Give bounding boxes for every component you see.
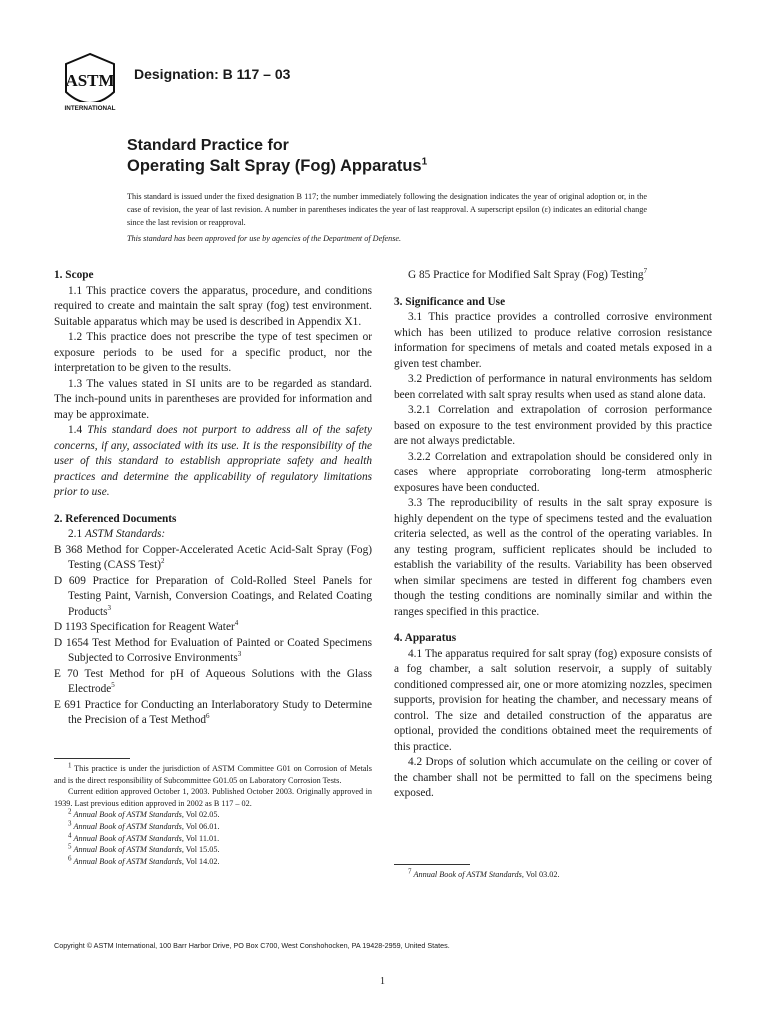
footnote-rule xyxy=(54,758,130,759)
para-1-2: 1.2 This practice does not prescribe the type of test specimen or exposure periods to be used for a specific product, nor the interpretation to be given to the results. xyxy=(54,331,372,374)
reference-item-g85: G 85 Practice for Modified Salt Spray (Fog) Testing$^7$ xyxy=(408,267,648,281)
para-1-3: 1.3 The values stated in SI units are to be regarded as standard. The inch-pound units in parentheses are provided for information and may be approximate. xyxy=(54,377,372,421)
approval-note: This standard has been approved for use by agencies of the Department of Defense. xyxy=(127,234,402,243)
footnote-rule xyxy=(394,864,470,865)
footnote-1: $^1$ This practice is under the jurisdiction of ASTM Committee G01 on Corrosion of Metals and is the direct responsibility of Subcommittee G01.05 on Laboratory Corrosion Tests. xyxy=(54,761,372,785)
heading-referenced-documents: 2. Referenced Documents xyxy=(54,512,177,525)
reference-item: E 70 Test Method for pH of Aqueous Solutions with the Glass Electrode$^5$ xyxy=(54,667,372,695)
para-2-1: 2.1 ASTM Standards: xyxy=(68,528,166,540)
footnotes-right xyxy=(394,864,712,881)
para-3-2-1: 3.2.1 Correlation and extrapolation of corrosion performance based on exposure to the test environment provided by this practice are not always predictable. xyxy=(394,404,712,447)
footnotes-left xyxy=(54,758,372,867)
copyright-notice: Copyright © ASTM International, 100 Barr Harbor Drive, PO Box C700, West Conshohocken, PA 19428-2959, United States. xyxy=(54,941,450,950)
para-4-1: 4.1 The apparatus required for salt spray (fog) exposure consists of a fog chamber, a salt solution reservoir, a supply of suitably conditioned compressed air, one or more atomizing nozzles, specimen supports, provision for heating the chamber, and necessary means of control. The size and detailed construction of the apparatus are optional, provided the conditions obtained meet the requirements of this practice. xyxy=(394,647,712,753)
reference-item: D 609 Practice for Preparation of Cold-Rolled Steel Panels for Testing Paint, Varnish, Conversion Coatings, and Related Coating Products$^3$ xyxy=(54,574,372,618)
para-3-2-2: 3.2.2 Correlation and extrapolation should be considered only in cases where appropriate corroborating long-term atmospheric exposures have been conducted. xyxy=(394,450,712,494)
preamble: This standard is issued under the fixed designation B 117; the number immediately following the designation indicates the year of original adoption or, in the case of revision, the year of last revision. A number in parentheses indicates the year of last reapproval. A superscript epsilon (ε) indicates an editorial change since the last revision or reapproval. xyxy=(127,192,647,227)
reference-item: B 368 Method for Copper-Accelerated Acetic Acid-Salt Spray (Fog) Testing (CASS Test)$^2$ xyxy=(54,543,372,571)
left-column xyxy=(54,268,372,729)
page-number: 1 xyxy=(380,976,385,987)
astm-logo xyxy=(58,52,122,116)
para-4-2: 4.2 Drops of solution which accumulate on the ceiling or cover of the chamber shall not be permitted to fall on the specimens being exposed. xyxy=(394,756,712,799)
title-line-1: Standard Practice for xyxy=(127,137,289,154)
footnote-item: $^4$ Annual Book of ASTM Standards, Vol 11.01. xyxy=(68,830,220,843)
para-1-4: 1.4 This standard does not purport to address all of the safety concerns, if any, associated with its use. It is the responsibility of the user of this standard to establish appropriate safety and health practices and determine the applicability of regulatory limitations prior to use. xyxy=(54,424,373,498)
reference-item: D 1654 Test Method for Evaluation of Painted or Coated Specimens Subjected to Corrosive Environments$^3$ xyxy=(54,636,372,664)
footnote-item: $^2$ Annual Book of ASTM Standards, Vol 02.05. xyxy=(68,807,220,820)
footnote-item: $^5$ Annual Book of ASTM Standards, Vol 15.05. xyxy=(68,842,220,855)
svg-text:ASTM: ASTM xyxy=(65,71,115,90)
reference-item: D 1193 Specification for Reagent Water$^4$ xyxy=(54,619,239,633)
title-line-2: Operating Salt Spray (Fog) Apparatus$^1$ xyxy=(127,156,428,175)
svg-text:INTERNATIONAL: INTERNATIONAL xyxy=(64,105,116,112)
para-3-2: 3.2 Prediction of performance in natural environments has seldom been correlated with salt spray results when used as stand alone data. xyxy=(394,373,712,401)
footnote-7: $^7$ Annual Book of ASTM Standards, Vol 03.02. xyxy=(408,867,560,879)
footnote-item: $^3$ Annual Book of ASTM Standards, Vol 06.01. xyxy=(68,819,220,831)
designation: Designation: B 117 – 03 xyxy=(134,66,291,82)
heading-significance: 3. Significance and Use xyxy=(394,295,506,308)
heading-apparatus: 4. Apparatus xyxy=(394,632,457,644)
para-1-1: 1.1 This practice covers the apparatus, procedure, and conditions required to create and maintain the salt spray (fog) test environment. Suitable apparatus which may be used is described in Appendix X1. xyxy=(54,284,372,328)
right-column xyxy=(394,268,712,802)
title-footnote-mark: 1 xyxy=(421,156,428,168)
footnote-item: $^6$ Annual Book of ASTM Standards, Vol 14.02. xyxy=(68,854,220,866)
footnote-1-continued: Current edition approved October 1, 2003. Published October 2003. Originally approved in 1939. Last previous edition approved in 2002 as B 117 – 02. xyxy=(54,787,372,808)
heading-scope: 1. Scope xyxy=(54,269,94,281)
document-title xyxy=(127,136,427,176)
reference-item: E 691 Practice for Conducting an Interlaboratory Study to Determine the Precision of a Test Method$^6$ xyxy=(54,698,372,726)
para-3-3: 3.3 The reproducibility of results in the salt spray exposure is highly dependent on the type of specimens tested and the evaluation criteria selected, as well as the control of the operating variables. In any testing program, sufficient replicates should be included to establish the variability of the results. Variability has been observed when similar specimens are tested in different fog chambers even though the testing conditions are nominally similar and within the ranges specified in this practice. xyxy=(394,497,712,618)
para-3-1: 3.1 This practice provides a controlled corrosive environment which has been utilized to produce relative corrosion resistance information for specimens of metals and coated metals exposed in a given test chamber. xyxy=(394,311,712,370)
